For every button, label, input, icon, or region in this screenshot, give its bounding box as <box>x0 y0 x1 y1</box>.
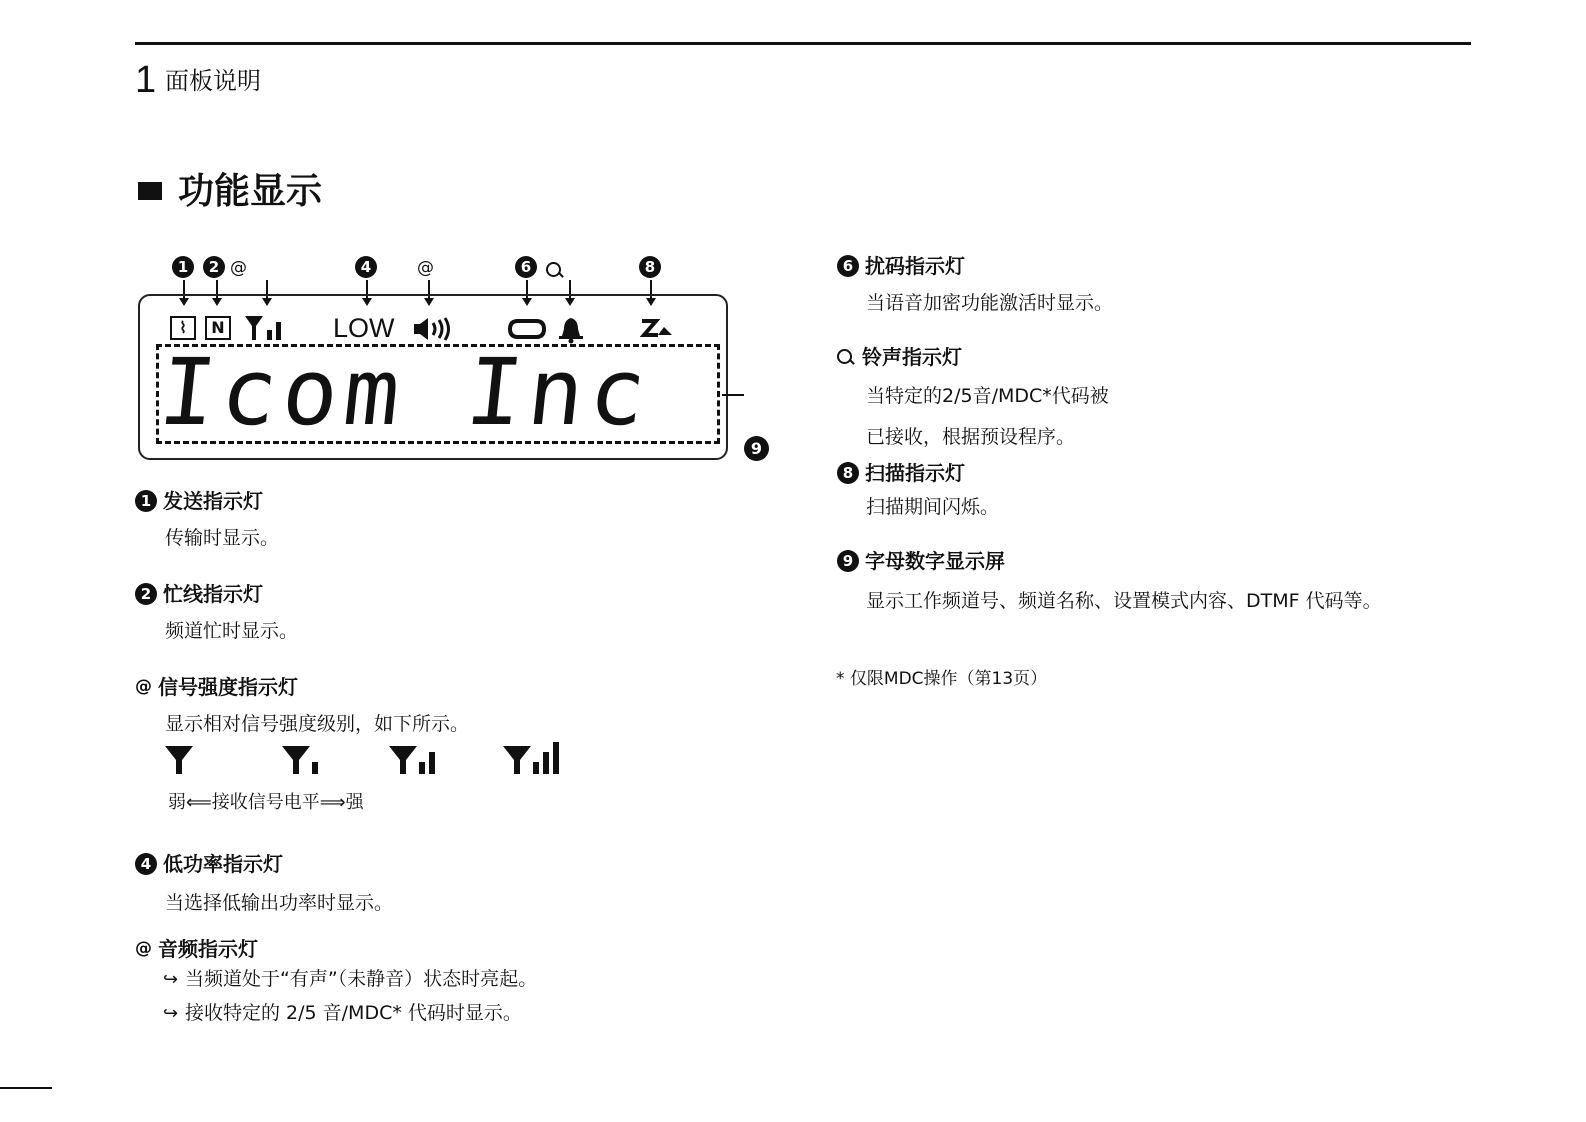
scrambler-icon <box>506 318 548 340</box>
low-power-label: LOW <box>333 313 395 343</box>
chapter-number: 1 <box>135 59 157 101</box>
signal-strength-icon <box>245 314 289 342</box>
item-signal-heading <box>135 672 298 700</box>
badge-9: 9 <box>837 550 859 572</box>
signal-level-1-icon <box>282 742 322 778</box>
item-low-power-heading <box>135 849 283 877</box>
badge-bell-q-icon <box>837 349 852 364</box>
item-audio-heading <box>135 934 258 962</box>
badge-2: 2 <box>135 583 157 605</box>
lcd-display-text: Icom Inc <box>154 339 657 446</box>
scan-desc: 扫描期间闪烁。 <box>866 496 1000 518</box>
busy-icon: N <box>205 316 231 340</box>
section-title: 功能显示 <box>178 171 323 212</box>
signal-scale-caption: 弱⟸接收信号电平⟹强 <box>168 792 364 813</box>
transmit-desc: 传输时显示。 <box>165 527 280 549</box>
badge-1: 1 <box>135 490 157 512</box>
callout-1: 1 <box>172 256 194 278</box>
item-bell-heading <box>837 342 962 370</box>
section-bullet <box>138 182 162 200</box>
signal-title: 信号强度指示灯 <box>158 674 298 699</box>
scan-icon <box>640 318 674 340</box>
bullet-arrow-icon: ↪ <box>163 969 179 990</box>
item-transmit-heading <box>135 486 263 514</box>
audio-title: 音频指示灯 <box>158 936 258 961</box>
audio-bullet-2-text: 接收特定的 2/5 音/MDC* 代码时显示。 <box>185 1002 522 1024</box>
callout-9: 9 <box>744 436 769 461</box>
signal-level-2-icon <box>389 742 439 778</box>
alnum-title: 字母数字显示屏 <box>865 548 1005 573</box>
low-power-desc: 当选择低输出功率时显示。 <box>165 892 394 914</box>
scrambler-desc: 当语音加密功能激活时显示。 <box>866 292 1114 314</box>
transmit-icon: ⌇ <box>170 316 196 340</box>
callout-5: @ <box>417 258 434 278</box>
scan-title: 扫描指示灯 <box>865 460 965 485</box>
audio-bullet-1-text: 当频道处于“有声”（未静音）状态时亮起。 <box>185 968 538 990</box>
item-scrambler-heading <box>837 251 965 279</box>
item-alnum-heading <box>837 546 1005 574</box>
badge-audio: @ <box>135 938 152 959</box>
badge-6: 6 <box>837 255 859 277</box>
busy-desc: 频道忙时显示。 <box>165 620 299 642</box>
top-rule <box>135 42 1471 45</box>
transmit-title: 发送指示灯 <box>163 488 263 513</box>
bell-desc-line2: 已接收，根据预设程序。 <box>866 426 1076 448</box>
alnum-desc: 显示工作频道号、频道名称、设置模式内容、DTMF 代码等。 <box>866 590 1382 612</box>
audio-bullet-2 <box>163 1000 522 1027</box>
badge-4: 4 <box>135 853 157 875</box>
bell-title: 铃声指示灯 <box>862 344 962 369</box>
badge-8: 8 <box>837 462 859 484</box>
signal-levels-row <box>165 742 585 778</box>
badge-signal: @ <box>135 676 152 697</box>
callout-6: 6 <box>515 256 537 278</box>
callout-2: 2 <box>203 256 225 278</box>
scrambler-title: 扰码指示灯 <box>865 253 965 278</box>
bell-desc-line1: 当特定的2/5音/MDC*代码被 <box>866 385 1109 407</box>
item-scan-heading <box>837 458 965 486</box>
callout-9-leader <box>722 394 744 396</box>
chapter-title: 面板说明 <box>165 67 261 95</box>
callout-3: @ <box>230 258 247 278</box>
footnote: * 仅限MDC操作（第13页） <box>836 669 1048 689</box>
signal-level-0-icon <box>165 742 205 778</box>
item-busy-heading <box>135 579 263 607</box>
audio-bullet-1 <box>163 966 537 993</box>
callout-7-q-icon <box>546 262 561 277</box>
callout-4: 4 <box>355 256 377 278</box>
busy-title: 忙线指示灯 <box>163 581 263 606</box>
bottom-rule <box>0 1087 52 1089</box>
low-power-title: 低功率指示灯 <box>163 851 283 876</box>
signal-desc: 显示相对信号强度级别，如下所示。 <box>165 713 470 735</box>
bullet-arrow-icon: ↪ <box>163 1003 179 1024</box>
callout-8: 8 <box>639 256 661 278</box>
signal-level-3-icon <box>503 742 567 778</box>
